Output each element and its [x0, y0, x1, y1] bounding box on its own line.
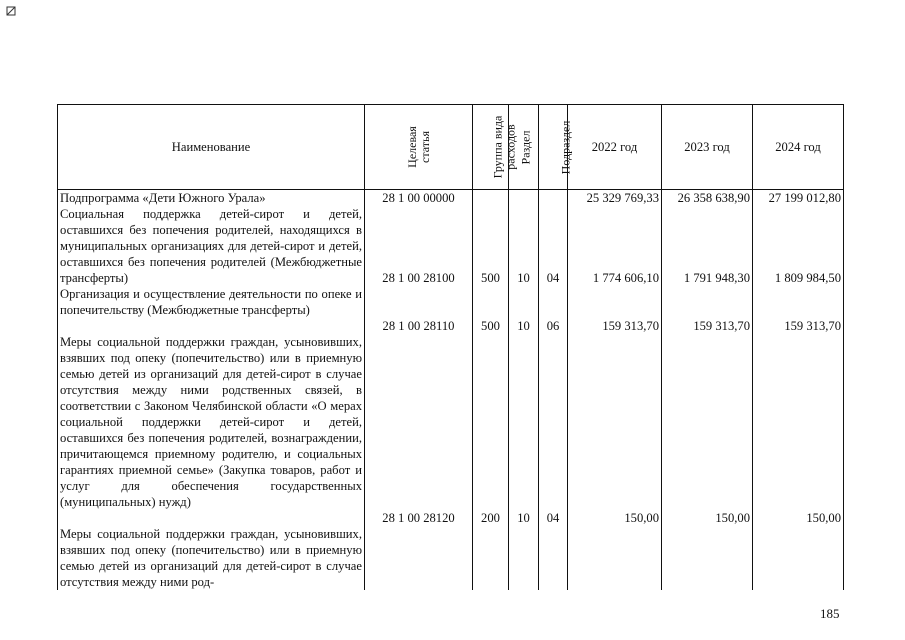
row-section: 10 — [509, 334, 539, 526]
row-2023 — [662, 526, 753, 590]
row-2022: 159 313,70 — [568, 286, 662, 334]
row-2022: 1 774 606,10 — [568, 206, 662, 286]
row-group: 500 — [473, 206, 509, 286]
row-2023: 1 791 948,30 — [662, 206, 753, 286]
table-row — [58, 190, 844, 207]
table-header-row — [58, 105, 844, 190]
row-name: Меры социальной поддержки граждан, усыновивших, взявших под опеку (попечительство) или в приемную семью детей из организаций для детей-сирот в случае отсутствия между ними родственных связей, в соответствии с Законом Челябинской области «О мерах социальной поддержки детей-сирот и детей, оставшихся без попечения родителей, вознаграждении, причитающемся приемному родителю, и социальных гарантиях приемной семье» (Закупка товаров, работ и услуг для обеспечения государственных (муниципальных) нужд) — [58, 334, 365, 526]
row-name: Организация и осуществление деятельности по опеке и попечительству (Межбюджетные трансферты) — [58, 286, 365, 334]
corner-mark-icon — [6, 6, 16, 16]
header-subsection: Подраздел — [539, 105, 568, 190]
row-2024: 27 199 012,80 — [753, 190, 844, 207]
header-name: Наименование — [58, 105, 365, 190]
table-row — [58, 286, 844, 334]
header-2024: 2024 год — [753, 105, 844, 190]
row-2024: 150,00 — [753, 334, 844, 526]
row-2023: 26 358 638,90 — [662, 190, 753, 207]
row-subsection: 04 — [539, 334, 568, 526]
header-2022: 2022 год — [568, 105, 662, 190]
row-subsection: 04 — [539, 206, 568, 286]
table-row — [58, 334, 844, 526]
row-article — [365, 526, 473, 590]
row-group: 200 — [473, 334, 509, 526]
row-group — [473, 190, 509, 207]
row-2022 — [568, 526, 662, 590]
row-subsection — [539, 190, 568, 207]
row-section — [509, 526, 539, 590]
header-2023: 2023 год — [662, 105, 753, 190]
row-article: 28 1 00 28120 — [365, 334, 473, 526]
header-target-article: Целевая статья — [365, 105, 473, 190]
row-subsection — [539, 526, 568, 590]
row-name: Меры социальной поддержки граждан, усыновивших, взявших под опеку (попечительство) или в приемную семью детей из организаций для детей-сирот в случае отсутствия между ними род- — [58, 526, 365, 590]
header-expense-group: Группа вида расходов — [473, 105, 509, 190]
budget-table — [57, 104, 844, 590]
table-row — [58, 526, 844, 590]
row-article: 28 1 00 28110 — [365, 286, 473, 334]
row-2024 — [753, 526, 844, 590]
row-section: 10 — [509, 206, 539, 286]
row-article: 28 1 00 28100 — [365, 206, 473, 286]
row-name: Социальная поддержка детей-сирот и детей, оставшихся без попечения родителей, находящихся в муниципальных организациях для детей-сирот и детей, оставшихся без попечения родителей (Межбюджетные трансферты) — [58, 206, 365, 286]
row-section: 10 — [509, 286, 539, 334]
row-2022: 150,00 — [568, 334, 662, 526]
row-2024: 1 809 984,50 — [753, 206, 844, 286]
row-section — [509, 190, 539, 207]
row-2022: 25 329 769,33 — [568, 190, 662, 207]
row-subsection: 06 — [539, 286, 568, 334]
header-section: Раздел — [509, 105, 539, 190]
table-row — [58, 206, 844, 286]
row-article: 28 1 00 00000 — [365, 190, 473, 207]
page-number: 185 — [820, 606, 840, 621]
row-2023: 150,00 — [662, 334, 753, 526]
row-group — [473, 526, 509, 590]
row-2024: 159 313,70 — [753, 286, 844, 334]
row-2023: 159 313,70 — [662, 286, 753, 334]
row-name: Подпрограмма «Дети Южного Урала» — [58, 190, 365, 207]
row-group: 500 — [473, 286, 509, 334]
